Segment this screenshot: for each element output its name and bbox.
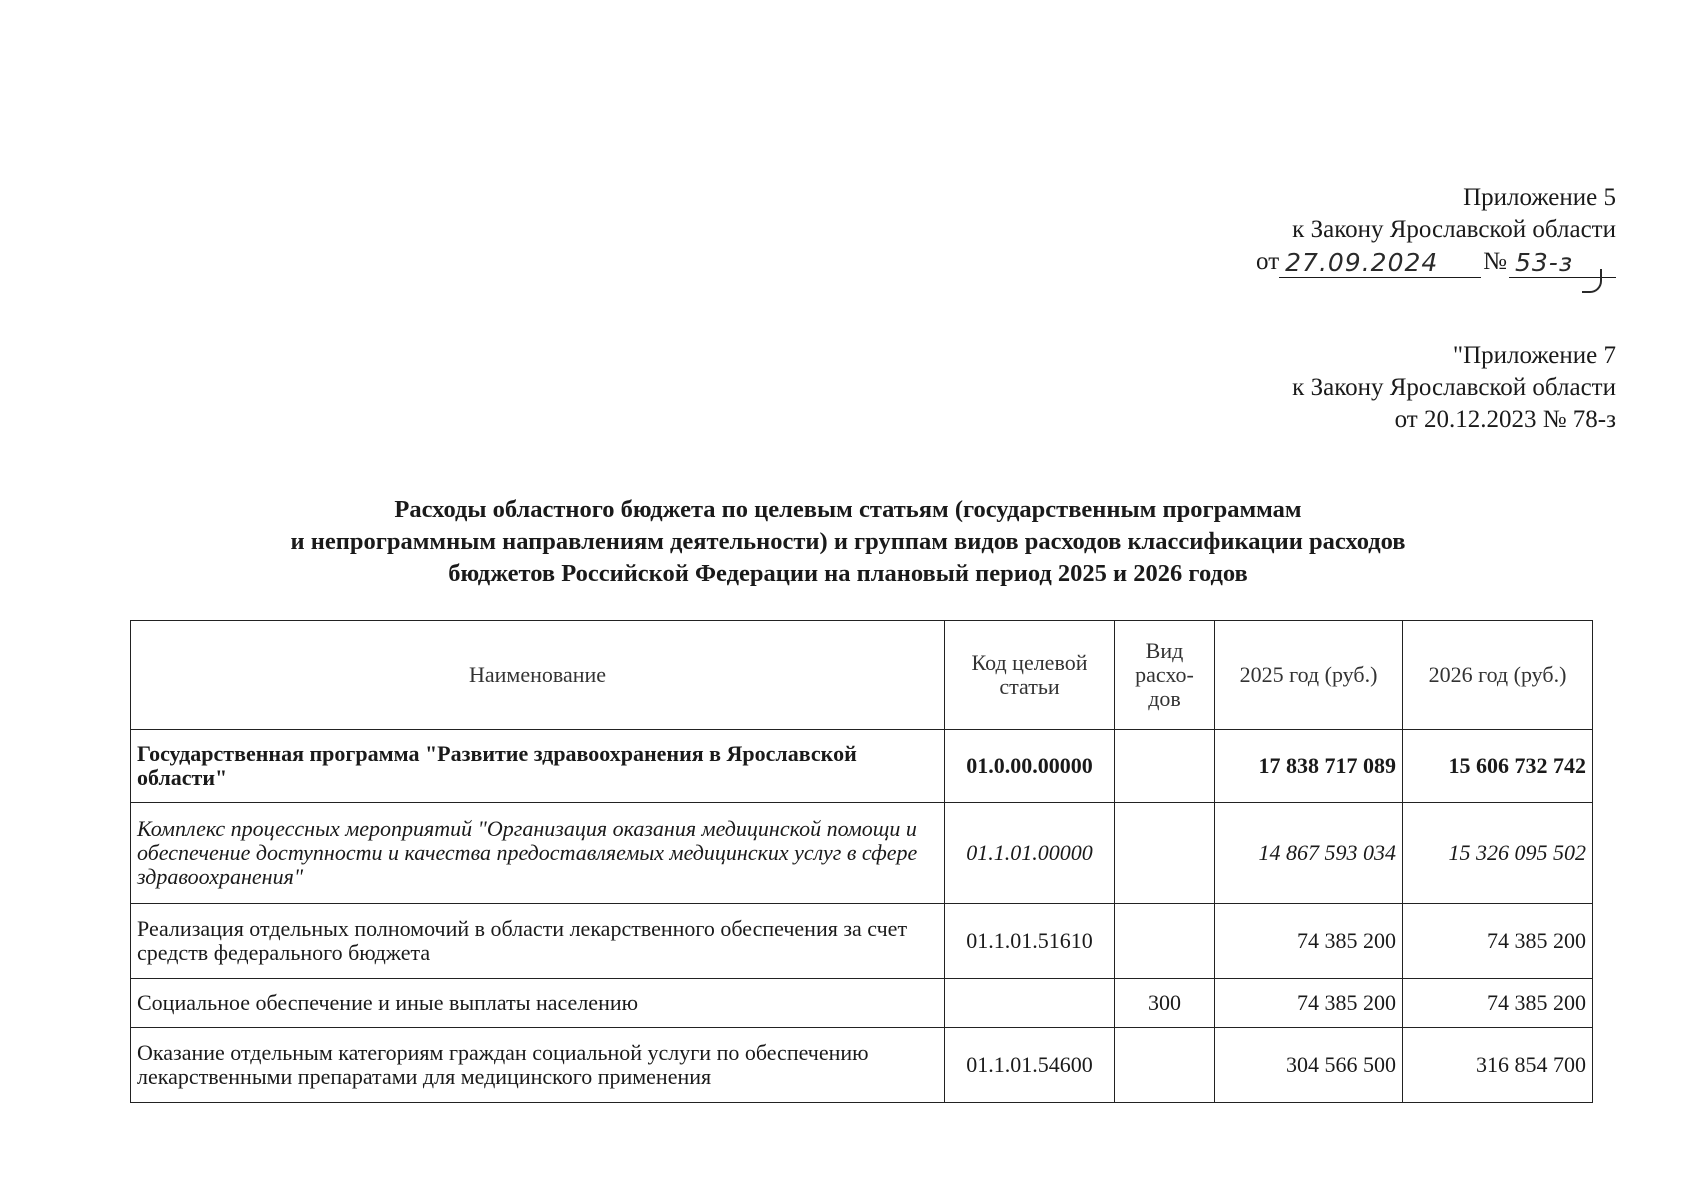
row-name: Государственная программа "Развитие здравоохранения в Ярославской области": [131, 730, 945, 803]
row-amount-2026: 15 606 732 742: [1403, 730, 1593, 803]
annex-law-reference: к Закону Ярославской области: [1292, 216, 1616, 243]
row-name: Социальное обеспечение и иные выплаты населению: [131, 979, 945, 1028]
annex-original-title: "Приложение 7: [1452, 342, 1616, 369]
header-code: Код целевой статьи: [945, 621, 1115, 730]
table-row: [131, 1028, 1593, 1103]
annex-original-law-reference: к Закону Ярославской области: [1292, 374, 1616, 401]
header-name: Наименование: [131, 621, 945, 730]
handwritten-number: 53-з: [1515, 248, 1574, 277]
annex-date-number-line: [1256, 246, 1616, 278]
row-name: Комплекс процессных мероприятий "Организация оказания медицинской помощи и обеспечение доступности и качества предоставляемых медицинских услуг в сфере здравоохранения": [131, 803, 945, 904]
row-kind: 300: [1115, 979, 1215, 1028]
document-title-line-2: и непрограммным направлениям деятельности) и группам видов расходов классификации расходов: [290, 528, 1406, 555]
row-code: 01.0.00.00000: [945, 730, 1115, 803]
annex-header-current: [1256, 182, 1616, 278]
header-year-2026: 2026 год (руб.): [1403, 621, 1593, 730]
date-label: от: [1256, 248, 1280, 275]
annex-title: Приложение 5: [1463, 184, 1616, 211]
table-header-row: [131, 621, 1593, 730]
row-amount-2026: 15 326 095 502: [1403, 803, 1593, 904]
row-kind: [1115, 1028, 1215, 1103]
header-kind: Вид расхо-дов: [1115, 621, 1215, 730]
document-title-line-3: бюджетов Российской Федерации на плановый период 2025 и 2026 годов: [448, 560, 1248, 587]
row-amount-2025: 14 867 593 034: [1215, 803, 1403, 904]
annex-original-date-number: от 20.12.2023 № 78-з: [1394, 406, 1616, 433]
table-row: [131, 730, 1593, 803]
row-amount-2025: 17 838 717 089: [1215, 730, 1403, 803]
handwriting-stroke: [1582, 269, 1602, 293]
budget-expenditure-table: [130, 620, 1593, 1103]
header-year-2025: 2025 год (руб.): [1215, 621, 1403, 730]
document-title: [0, 494, 1696, 590]
row-name: Реализация отдельных полномочий в области лекарственного обеспечения за счет средств федерального бюджета: [131, 904, 945, 979]
row-code: 01.1.01.51610: [945, 904, 1115, 979]
row-kind: [1115, 730, 1215, 803]
row-name: Оказание отдельным категориям граждан социальной услуги по обеспечению лекарственными препаратами для медицинского применения: [131, 1028, 945, 1103]
row-amount-2026: 74 385 200: [1403, 904, 1593, 979]
row-amount-2026: 316 854 700: [1403, 1028, 1593, 1103]
row-amount-2026: 74 385 200: [1403, 979, 1593, 1028]
row-amount-2025: 74 385 200: [1215, 904, 1403, 979]
row-amount-2025: 304 566 500: [1215, 1028, 1403, 1103]
annex-header-original: [1292, 340, 1616, 436]
row-kind: [1115, 904, 1215, 979]
document-title-line-1: Расходы областного бюджета по целевым статьям (государственным программам: [394, 496, 1302, 523]
handwritten-number-field: [1509, 249, 1616, 278]
table-row: [131, 803, 1593, 904]
row-amount-2025: 74 385 200: [1215, 979, 1403, 1028]
row-code: [945, 979, 1115, 1028]
handwritten-date: 27.09.2024: [1279, 249, 1481, 278]
row-code: 01.1.01.54600: [945, 1028, 1115, 1103]
table-row: [131, 904, 1593, 979]
row-kind: [1115, 803, 1215, 904]
table-row: [131, 979, 1593, 1028]
number-label: №: [1483, 248, 1507, 275]
row-code: 01.1.01.00000: [945, 803, 1115, 904]
